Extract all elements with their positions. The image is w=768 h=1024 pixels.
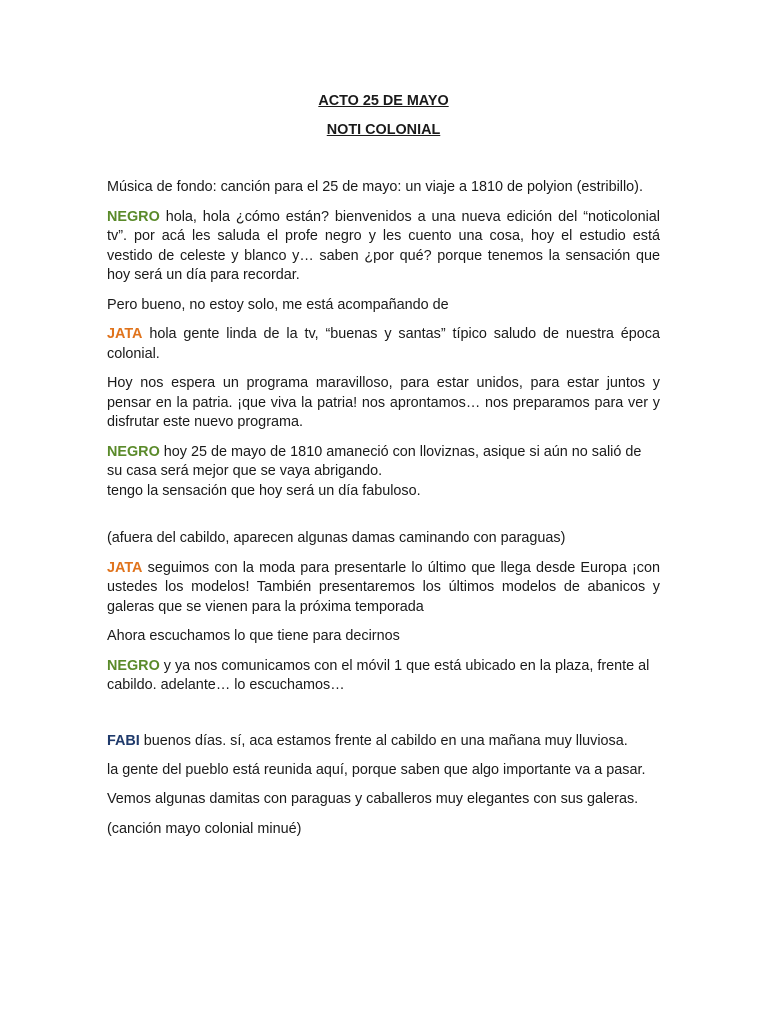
spacer <box>107 706 660 732</box>
paragraph <box>107 443 660 502</box>
paragraph <box>107 627 660 647</box>
spacer <box>107 511 660 529</box>
paragraph <box>107 178 660 198</box>
paragraph-text: buenos días. sí, aca estamos frente al cabildo en una mañana muy lluviosa. <box>139 732 628 749</box>
paragraph <box>107 208 660 286</box>
speaker-label: NEGRO <box>107 657 160 674</box>
paragraph-text: (canción mayo colonial minué) <box>107 820 302 837</box>
paragraph-text: Música de fondo: canción para el 25 de mayo: un viaje a 1810 de polyion (estribillo). <box>107 179 643 196</box>
document-title: ACTO 25 DE MAYO <box>318 93 449 109</box>
paragraph <box>107 790 660 810</box>
paragraph-text: (afuera del cabildo, aparecen algunas damas caminando con paraguas) <box>107 530 566 547</box>
speaker-label: JATA <box>107 326 143 343</box>
speaker-label: NEGRO <box>107 208 160 225</box>
paragraph <box>107 529 660 549</box>
paragraph-text: Hoy nos espera un programa maravilloso, para estar unidos, para estar juntos y pensar en la patria. ¡que viva la patria! nos aprontamos… nos preparamos para ver y disfrutar este nuevo programa. <box>107 375 660 431</box>
paragraph <box>107 559 660 618</box>
paragraph-text: hola, hola ¿cómo están? bienvenidos a una nueva edición del “noticolonial tv”. por acá les saluda el profe negro y les cuento una cosa, hoy el estudio está vestido de celeste y blanco y… saben ¿por qué? porque tenemos la sensación que hoy será un día para recordar. <box>107 208 660 284</box>
speaker-label: FABI <box>107 732 140 749</box>
paragraph <box>107 374 660 433</box>
document-subtitle: NOTI COLONIAL <box>326 121 441 138</box>
paragraph-text: seguimos con la moda para presentarle lo último que llega desde Europa ¡con ustedes los modelos! También presentaremos los últimos modelos de abanicos y galeras que se vienen para la próxima temporada <box>107 559 660 615</box>
speaker-label: NEGRO <box>107 443 160 460</box>
paragraph <box>107 820 660 840</box>
paragraph-text-line: tengo la sensación que hoy será un día fabuloso. <box>107 482 421 499</box>
paragraph-text: hoy 25 de mayo de 1810 amaneció con lloviznas, asique si aún no salió de su casa será mejor que se vaya abrigando. <box>107 443 642 480</box>
paragraph <box>107 732 660 752</box>
paragraph-text: Pero bueno, no estoy solo, me está acompañando de <box>107 296 449 313</box>
paragraph <box>107 325 660 364</box>
paragraph <box>107 657 660 696</box>
speaker-label: JATA <box>107 559 143 576</box>
document-page <box>107 92 660 849</box>
paragraph-text: Vemos algunas damitas con paraguas y caballeros muy elegantes con sus galeras. <box>107 791 639 808</box>
paragraph-text: Ahora escuchamos lo que tiene para decirnos <box>107 628 400 645</box>
paragraph-text: y ya nos comunicamos con el móvil 1 que está ubicado en la plaza, frente al cabildo. adelante… lo escuchamos… <box>107 657 650 694</box>
paragraph <box>107 296 660 316</box>
paragraph <box>107 761 660 781</box>
paragraph-text: hola gente linda de la tv, “buenas y santas” típico saludo de nuestra época colonial. <box>107 326 660 362</box>
paragraph-text: la gente del pueblo está reunida aquí, porque saben que algo importante va a pasar. <box>107 762 646 779</box>
